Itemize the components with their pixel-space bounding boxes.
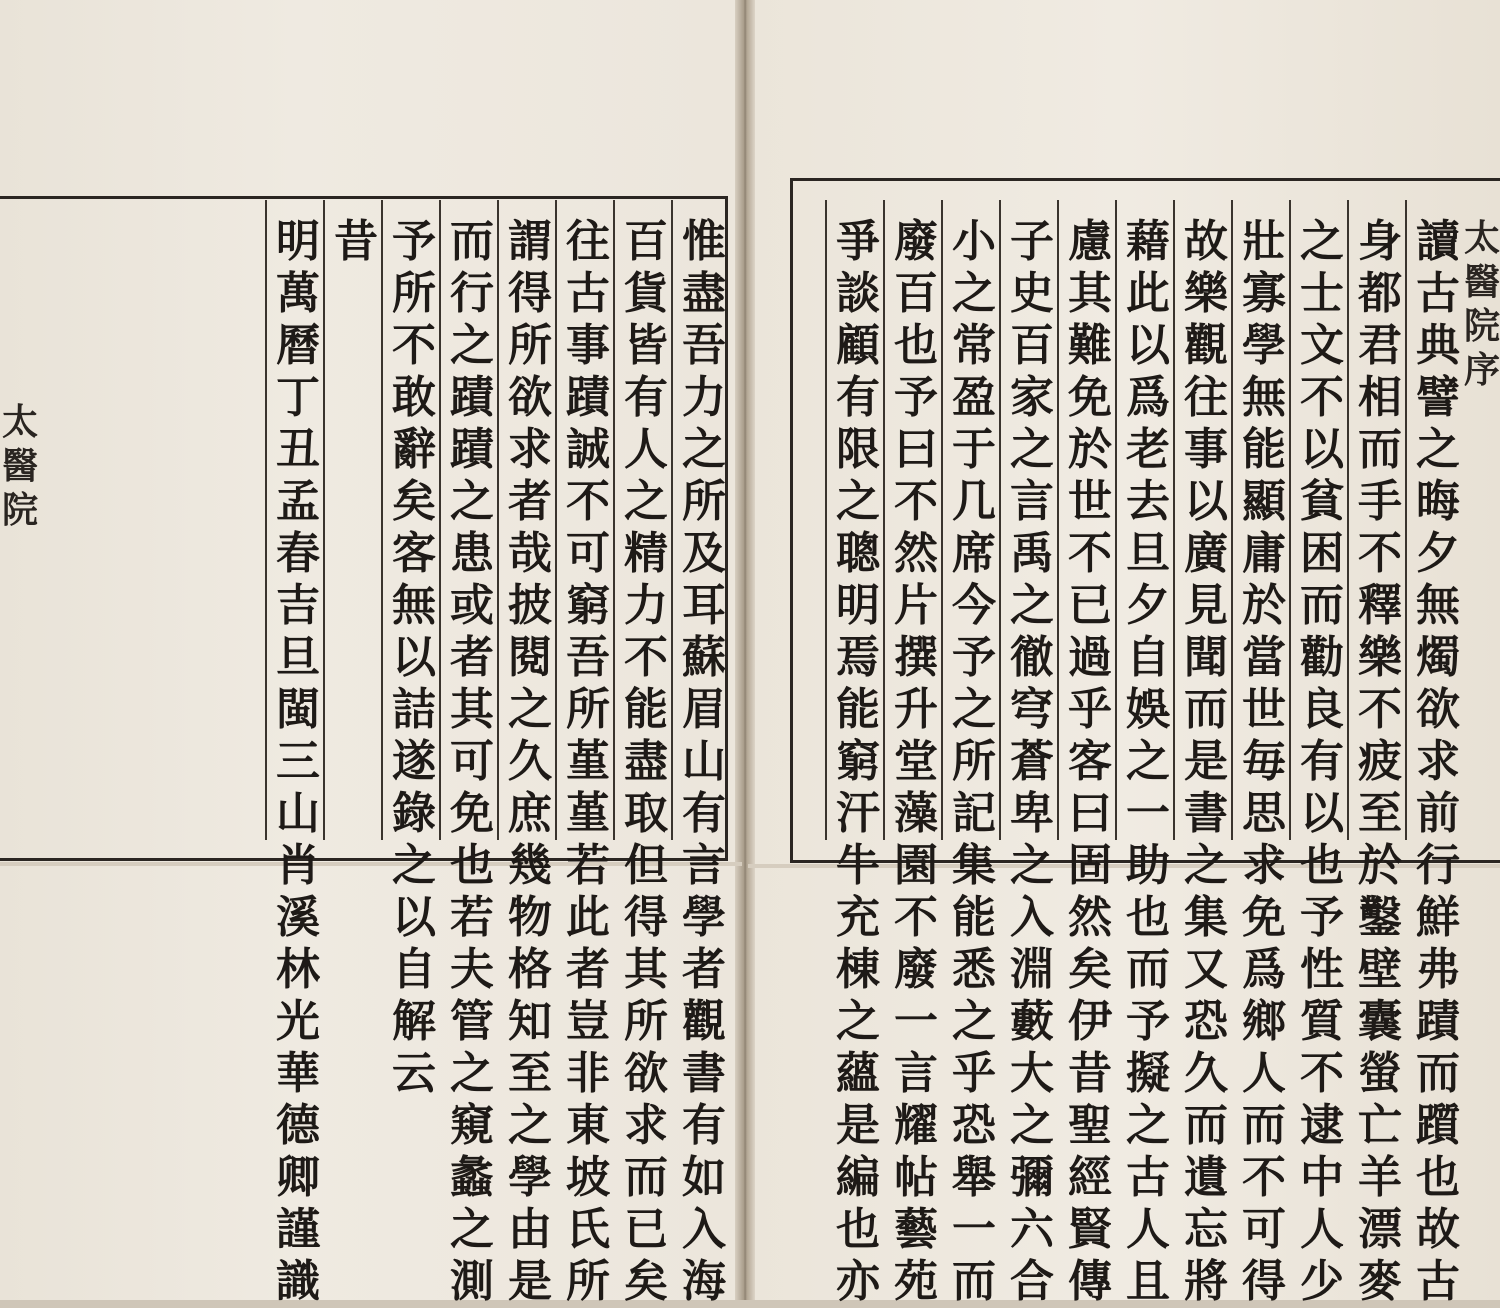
right-text-column: 小 之 常 盈 于 几 席 今 予 之 所 記 集 能 悉 之 乎 恐 舉 一 而 (952, 216, 996, 1307)
book-gutter (735, 0, 755, 1300)
right-text-column: 爭 談 顧 有 限 之 聰 明 焉 能 窮 汗 牛 充 棟 之 蘊 是 編 也 亦 (836, 216, 880, 1307)
left-column-rule (381, 200, 383, 840)
left-text-column: 而 行 之 蹟 蹟 之 患 或 者 其 可 免 也 若 夫 管 之 窺 蠡 之 測 (450, 216, 494, 1307)
right-margin-label: 太 醫 院 序 (1463, 217, 1500, 391)
right-text-column: 讀 古 典 譬 之 晦 夕 無 燭 欲 求 前 行 鮮 弗 蹟 而 躓 也 故 古 (1416, 216, 1460, 1307)
left-text-column: 百 貨 皆 有 人 之 精 力 不 能 盡 取 但 得 其 所 欲 求 而 已 矣 (624, 216, 668, 1307)
right-text-column: 故 樂 觀 往 事 以 廣 見 聞 而 是 書 之 集 又 恐 久 而 遺 忘 將 (1184, 216, 1228, 1307)
left-text-column: 明 萬 曆 丁 丑 孟 春 吉 旦 閩 三 山 肖 溪 林 光 華 德 卿 謹 識 (276, 216, 320, 1307)
right-text-column: 壯 寡 學 無 能 顯 庸 於 當 世 毎 思 求 免 爲 鄉 人 而 不 可 得 (1242, 216, 1286, 1307)
left-text-column: 予 所 不 敢 辭 矣 客 無 以 詰 遂 錄 之 以 自 解 云 (392, 216, 436, 1099)
right-text-column: 身 都 君 相 而 手 不 釋 樂 不 疲 至 於 鑿 壁 囊 螢 亡 羊 漂 麥 (1358, 216, 1402, 1307)
left-text-column: 往 古 事 蹟 誠 不 可 窮 吾 所 堇 堇 若 此 者 豈 非 東 坡 氏 所 (566, 216, 610, 1307)
right-text-column: 之 士 文 不 以 貧 困 而 勸 良 有 以 也 予 性 質 不 逮 中 人 少 (1300, 216, 1344, 1307)
right-text-column: 藉 此 以 爲 老 去 旦 夕 自 娛 之 一 助 也 而 予 擬 之 古 人 且 (1126, 216, 1170, 1307)
right-column-rule (825, 200, 827, 840)
left-text-column: 昔 (334, 216, 378, 267)
right-text-column: 廢 百 也 予 曰 不 然 片 撰 升 堂 藻 園 不 廢 一 言 耀 帖 藝 苑 (894, 216, 938, 1307)
left-margin-label: 太 醫 院 (1, 401, 38, 531)
left-column-rule (265, 200, 267, 840)
left-text-column: 謂 得 所 欲 求 者 哉 披 閱 之 久 庶 幾 物 格 知 至 之 學 由 是 (508, 216, 552, 1307)
right-text-column: 子 史 百 家 之 言 禹 之 徹 穹 蒼 卑 之 入 淵 藪 大 之 彌 六 合 (1010, 216, 1054, 1307)
right-text-column: 慮 其 難 免 於 世 不 已 過 乎 客 曰 固 然 矣 伊 昔 聖 經 賢 傳 (1068, 216, 1112, 1307)
left-text-column: 惟 盡 吾 力 之 所 及 耳 蘇 眉 山 有 言 學 者 觀 書 有 如 入 海 (682, 216, 726, 1307)
